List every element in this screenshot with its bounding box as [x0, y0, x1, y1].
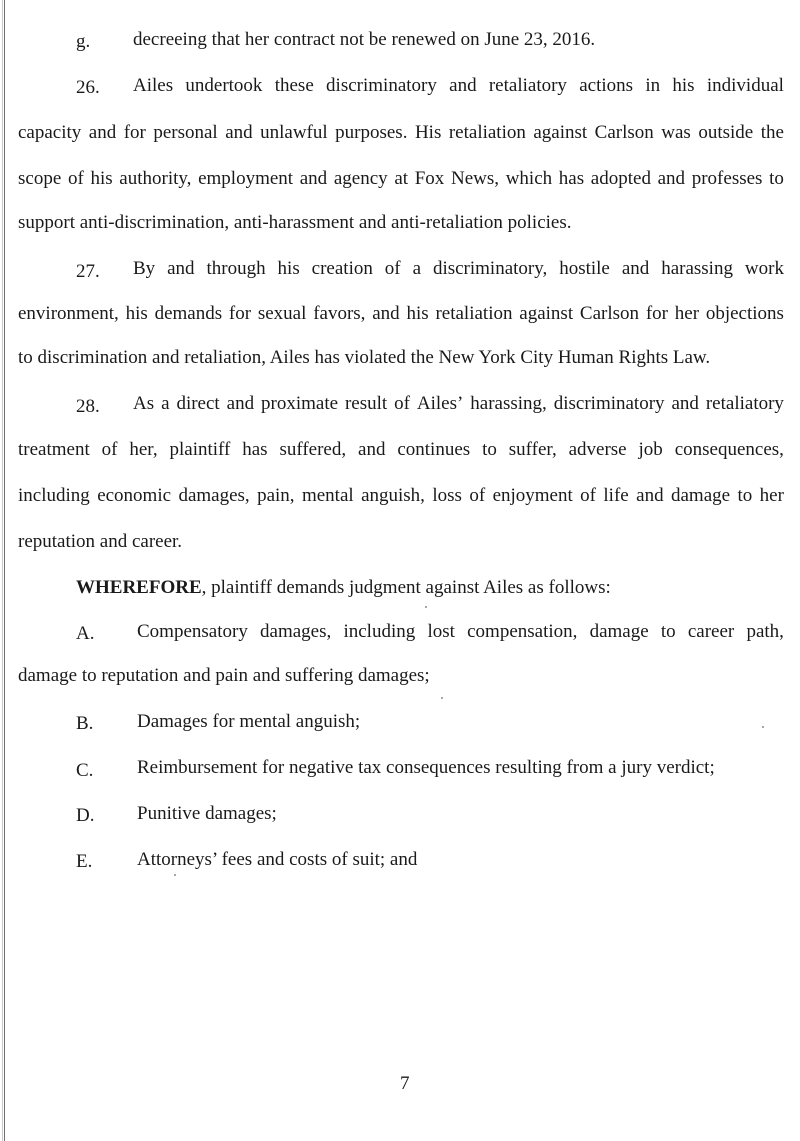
word: career [687, 621, 735, 642]
scan-speck [762, 726, 764, 728]
word: path, [746, 621, 784, 642]
word: for [645, 303, 668, 324]
paragraph-26-line-3 [18, 169, 784, 188]
paragraph-28-line-2 [18, 440, 784, 459]
word: discriminatory [326, 75, 437, 96]
paragraph-28-line-3 [18, 486, 784, 505]
word: mental [301, 485, 354, 506]
paragraph-26-number: 26. [76, 77, 100, 98]
word: to [769, 168, 784, 189]
demand-c-label: C. [76, 760, 94, 781]
word: in [645, 75, 661, 96]
word: and [167, 258, 195, 279]
word: his [125, 303, 148, 324]
paragraph-27-number: 27. [76, 261, 100, 282]
word: Ailes’ [416, 393, 464, 414]
word: damage [589, 621, 649, 642]
word: proximate [261, 393, 339, 414]
word: agency [333, 168, 388, 189]
demand-b-text: Damages for mental anguish; [137, 711, 361, 732]
word: his [277, 258, 300, 279]
demand-d-label: D. [76, 805, 95, 826]
word: retaliatory [705, 393, 784, 414]
word: discriminatory, [432, 258, 548, 279]
word: and [299, 168, 328, 189]
word: unlawful [260, 122, 328, 143]
word: capacity [18, 122, 82, 143]
demand-e-text: Attorneys’ fees and costs of suit; and [137, 849, 418, 870]
word: of [469, 485, 486, 506]
wherefore-clause [76, 578, 611, 597]
scan-speck [174, 874, 176, 876]
word: and [671, 393, 699, 414]
word: pain, [257, 485, 295, 506]
demand-e-label: E. [76, 851, 93, 872]
word: By [133, 258, 156, 279]
word: compensation, [467, 621, 578, 642]
word: and [226, 393, 255, 414]
word: treatment [18, 439, 90, 460]
word: professes [691, 168, 763, 189]
item-g-label: g. [76, 31, 91, 52]
paragraph-28-number: 28. [76, 396, 100, 417]
paragraph-26-line-2 [18, 123, 784, 142]
word: has [558, 168, 585, 189]
word: and [372, 303, 400, 324]
word: including [18, 485, 90, 506]
word: demands [154, 303, 223, 324]
demand-a-label: A. [76, 623, 95, 644]
word: result [344, 393, 388, 414]
word: these [274, 75, 314, 96]
wherefore-text: , plaintiff demands judgment against Ailes as follows: [201, 577, 611, 598]
word: personal [153, 122, 218, 143]
word: harassing [661, 258, 733, 279]
word: to [482, 439, 497, 460]
word: discriminatory [553, 393, 665, 414]
word: As [133, 393, 155, 414]
word: his [406, 303, 429, 324]
word: plaintiff [169, 439, 231, 460]
paragraph-28-line-4: reputation and career. [18, 531, 183, 552]
demand-a-line-2: damage to reputation and pain and suffering damages; [18, 665, 430, 686]
word: outside [698, 122, 754, 143]
paragraph-27-line-2 [18, 304, 784, 323]
word: suffered, [279, 439, 347, 460]
word: Carlson [579, 303, 640, 324]
word: and [358, 439, 386, 460]
demand-b-label: B. [76, 713, 94, 734]
word: continues [397, 439, 471, 460]
word: direct [176, 393, 220, 414]
word: through [206, 258, 266, 279]
word: and [88, 122, 117, 143]
word: hostile [559, 258, 610, 279]
word: His [414, 122, 442, 143]
word: favors, [313, 303, 366, 324]
word: sexual [257, 303, 307, 324]
word: News, [450, 168, 500, 189]
word: including [343, 621, 416, 642]
left-margin-rule-secondary [2, 0, 3, 1141]
paragraph-27-line-3: to discrimination and retaliation, Ailes has violated the New York City Human Rights Law. [18, 347, 711, 368]
word: employment [198, 168, 294, 189]
word: of [394, 393, 410, 414]
word: Carlson [594, 122, 654, 143]
word: and [621, 258, 650, 279]
word: has [242, 439, 268, 460]
word: at [394, 168, 409, 189]
word: life [603, 485, 629, 506]
word: of [384, 258, 401, 279]
paragraph-26-line-4: support anti-discrimination, anti-harassment and anti-retaliation policies. [18, 212, 572, 233]
scan-speck [425, 606, 427, 608]
word: his [90, 168, 113, 189]
word: authority, [119, 168, 192, 189]
paragraph-28-line-1 [133, 394, 784, 413]
word: to [737, 485, 753, 506]
word: anguish, [361, 485, 425, 506]
word: lost [427, 621, 455, 642]
word: adopted [590, 168, 651, 189]
word: and [636, 485, 664, 506]
word: consequences, [674, 439, 784, 460]
word: damages, [260, 621, 332, 642]
word: retaliation [448, 122, 526, 143]
word: was [661, 122, 691, 143]
item-g-text: decreeing that her contract not be renewed on June 23, 2016. [133, 29, 596, 50]
word: economic [97, 485, 172, 506]
word: damages, [178, 485, 250, 506]
word: Compensatory [137, 621, 248, 642]
word: purposes. [335, 122, 408, 143]
word: scope [18, 168, 62, 189]
word: loss [432, 485, 462, 506]
word: his [672, 75, 695, 96]
word: of [580, 485, 596, 506]
scan-speck [441, 697, 443, 699]
word: and [449, 75, 477, 96]
word: of [67, 168, 84, 189]
word: individual [706, 75, 784, 96]
word: environment, [18, 303, 119, 324]
page-number: 7 [400, 1073, 410, 1094]
word: for [123, 122, 146, 143]
word: undertook [185, 75, 263, 96]
word: job [638, 439, 663, 460]
word: a [412, 258, 421, 279]
word: suffer, [508, 439, 557, 460]
word: of [101, 439, 118, 460]
word: for [228, 303, 252, 324]
word: against [533, 122, 588, 143]
word: and [225, 122, 253, 143]
word: her [759, 485, 784, 506]
wherefore-bold: WHEREFORE [76, 577, 202, 598]
paragraph-27-line-1 [133, 259, 784, 278]
word: Fox [414, 168, 445, 189]
word: actions [579, 75, 634, 96]
word: the [760, 122, 784, 143]
word: to [660, 621, 676, 642]
word: harassing, [470, 393, 547, 414]
demand-a-line-1 [137, 622, 784, 641]
demand-d-text: Punitive damages; [137, 803, 277, 824]
word: which [505, 168, 553, 189]
word: creation [311, 258, 373, 279]
word: retaliation [435, 303, 513, 324]
paragraph-26-line-1 [133, 76, 784, 95]
word: Ailes [133, 75, 174, 96]
word: work [744, 258, 784, 279]
word: her, [129, 439, 158, 460]
word: a [161, 393, 170, 414]
word: objections [705, 303, 784, 324]
word: enjoyment [492, 485, 573, 506]
word: retaliatory [488, 75, 567, 96]
word: her [674, 303, 700, 324]
word: damage [670, 485, 731, 506]
word: against [519, 303, 574, 324]
word: adverse [568, 439, 627, 460]
word: and [657, 168, 686, 189]
demand-c-text: Reimbursement for negative tax consequences resulting from a jury verdict; [137, 757, 715, 778]
left-margin-rule [4, 0, 5, 1141]
